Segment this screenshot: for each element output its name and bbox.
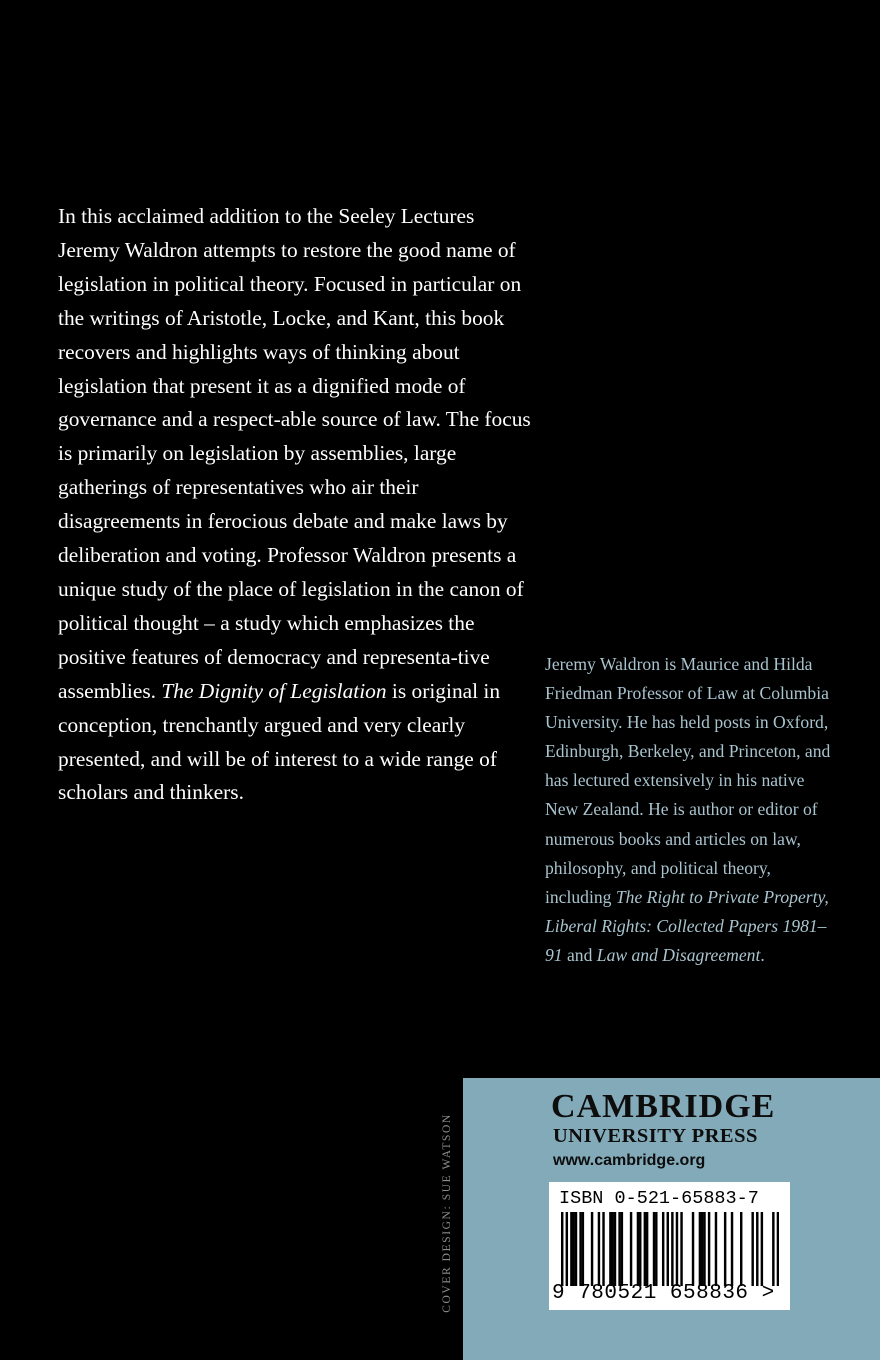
barcode-bar [662,1212,664,1286]
barcode-bar [630,1212,632,1286]
barcode-bar [561,1212,563,1286]
description-text: In this acclaimed addition to the Seeley Lectures Jeremy Waldron attempts to restore the good name of legislation in political theory. Focused in particular on the writings of Aristotle, Locke, and Kant, this book recovers and highlights ways of thinking about legislation that present it as a dignified mode of governance and a respect-able source of law. The focus is primarily on legislation by assemblies, large gatherings of representatives who air their disagreements in ferocious debate and make laws by deliberation and voting. Professor Waldron presents a unique study of the place of legislation in the canon of political thought – a study which emphasizes the positive features of democracy and representa-tive assemblies. [58,204,531,703]
barcode-bar [566,1212,568,1286]
barcode-bar [676,1212,678,1286]
barcode-bar [653,1212,655,1286]
barcode-bar [671,1212,673,1286]
barcode-bar [772,1212,774,1286]
bio-text-connector: and [562,944,597,965]
barcode-bar [761,1212,763,1286]
barcode-bar [575,1212,577,1286]
barcode-bar [609,1212,611,1286]
publisher-logo-name: CAMBRIDGE [551,1088,776,1125]
barcode-bar [639,1212,641,1286]
barcode-bar [751,1212,753,1286]
bio-book-titles: The Right to Private Property, Liberal Rights: Collected Papers 1981–91 [545,886,829,965]
cover-design-credit [440,1082,454,1344]
bio-text-end: . [760,944,765,965]
publisher-panel [463,1078,880,1360]
barcode-bar [570,1212,572,1286]
barcode-bar [699,1212,701,1286]
barcode-bar [740,1212,742,1286]
publisher-logo-subtitle: UNIVERSITY PRESS [553,1125,758,1147]
barcode-bar [724,1212,726,1286]
barcode-bar [703,1212,705,1286]
publisher-url: www.cambridge.org [553,1152,706,1169]
barcode-bar [598,1212,600,1286]
barcode-bar [644,1212,646,1286]
barcode-bar [731,1212,733,1286]
barcode-bar [614,1212,616,1286]
cover-design-credit-text: COVER DESIGN: SUE WATSON [441,1113,453,1313]
barcode-bar [756,1212,758,1286]
barcode-bar [618,1212,620,1286]
barcode-bar [701,1212,703,1286]
bio-text: Jeremy Waldron is Maurice and Hilda Friedman Professor of Law at Columbia University. He has held posts in Oxford, Edinburgh, Berkeley, and Princeton, and has lectured extensively in his native New Zealand. He is author or editor of numerous books and articles on law, philosophy, and political theory, including [545,654,831,907]
barcode-bar [579,1212,581,1286]
barcode-bar [591,1212,593,1286]
isbn-barcode [549,1182,790,1310]
description-text-end: is original in conception, trenchantly argued and very clearly presented, and will be of interest to a wide range of scholars and thinkers. [58,678,501,805]
barcode-bar [680,1212,682,1286]
barcode-bar [621,1212,623,1286]
barcode-bar [602,1212,604,1286]
barcode-bar [777,1212,779,1286]
author-bio [545,650,835,970]
barcode-bar [646,1212,648,1286]
barcode-bar [655,1212,657,1286]
barcode-bar [715,1212,717,1286]
bio-book-title: Law and Disagreement [596,944,761,965]
barcode-bars [561,1212,779,1286]
barcode-bar [637,1212,639,1286]
barcode-bar [708,1212,710,1286]
barcode-digits: 9 780521 658836 > [552,1282,775,1305]
barcode-bar [582,1212,584,1286]
barcode-bar [611,1212,613,1286]
isbn-label: ISBN 0-521-65883-7 [559,1188,759,1209]
barcode-bar [692,1212,694,1286]
barcode-bar [667,1212,669,1286]
barcode-bar [572,1212,574,1286]
book-description [58,200,533,810]
book-title: The Dignity of Legislation [161,678,387,703]
